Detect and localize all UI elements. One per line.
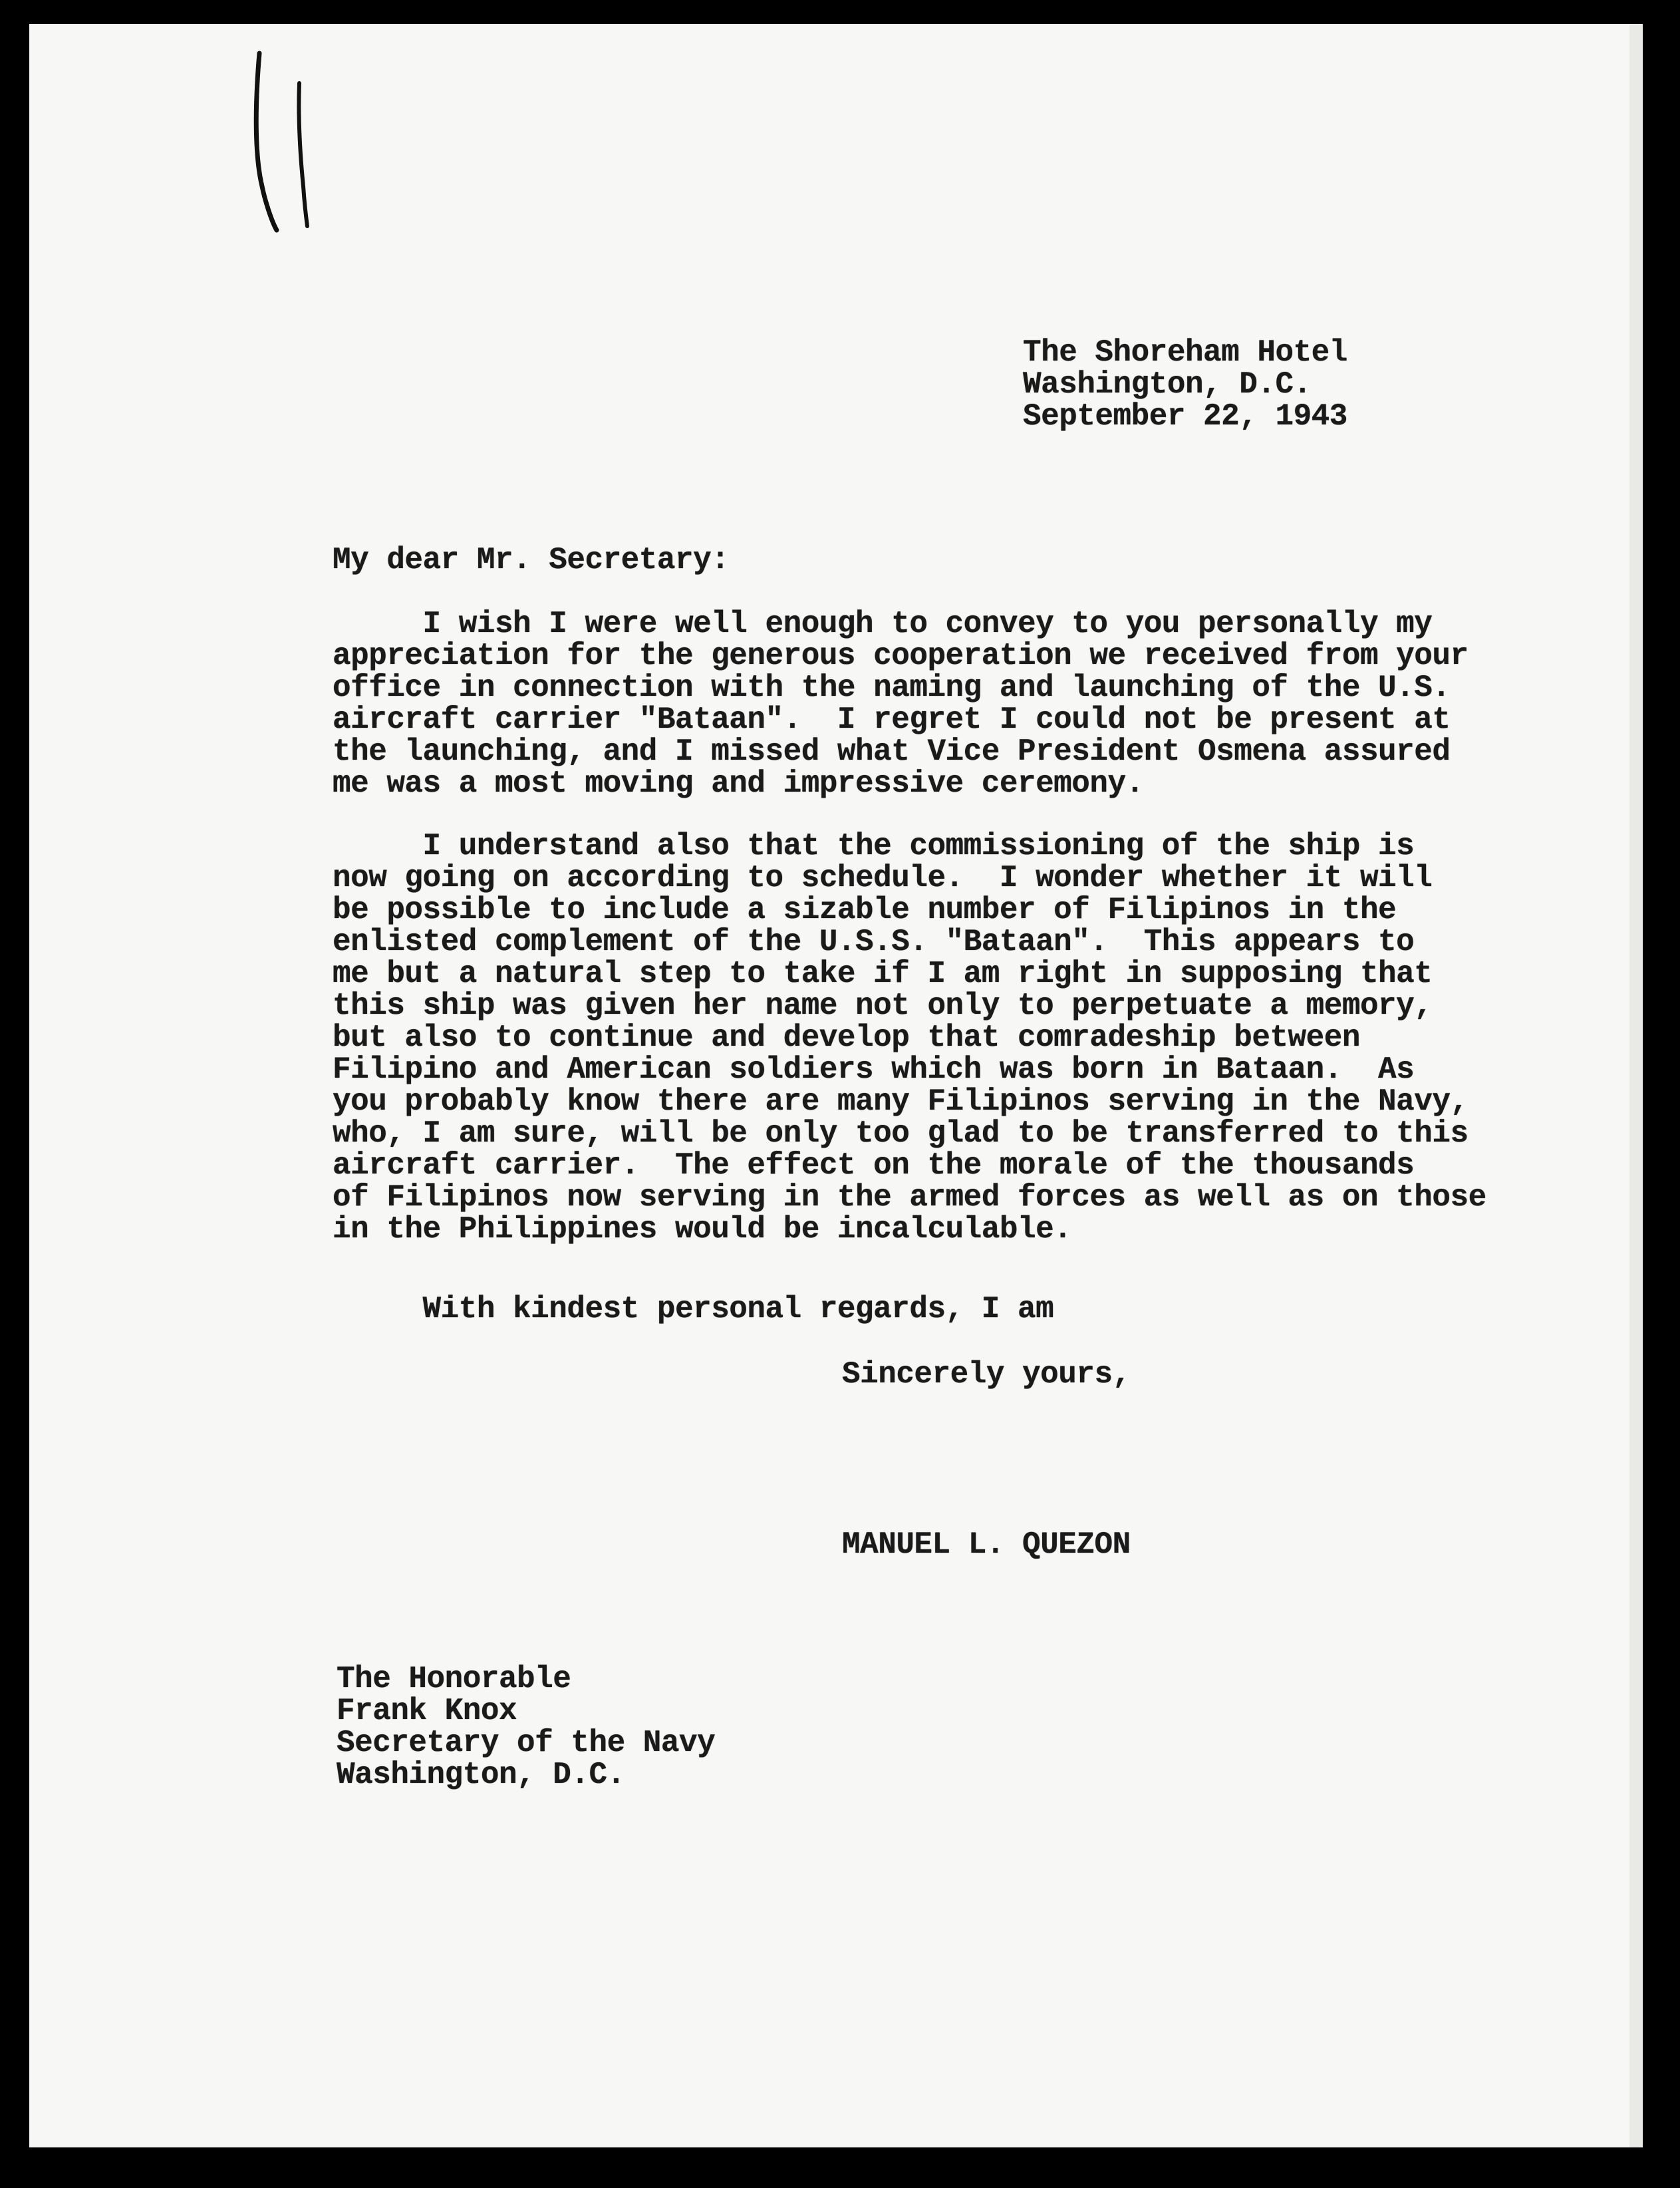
page-edge [1629, 24, 1643, 2147]
paragraph-line: Filipino and American soldiers which was born in Bataan. As [333, 1052, 1415, 1087]
paragraph-line: aircraft carrier. The effect on the morale of the thousands [333, 1148, 1415, 1183]
paragraph-line: enlisted complement of the U.S.S. "Bataan". This appears to [333, 925, 1415, 959]
letterhead-block [1023, 337, 1347, 432]
paragraph-line: I wish I were well enough to convey to you personally my [333, 607, 1433, 641]
recipient-city: Washington, D.C. [337, 1758, 625, 1792]
recipient-address [337, 1663, 715, 1791]
paragraph-line: me but a natural step to take if I am right in supposing that [333, 957, 1433, 991]
recipient-title: The Honorable [337, 1662, 571, 1696]
paragraph-line: you probably know there are many Filipinos serving in the Navy, [333, 1084, 1469, 1119]
paragraph-line: office in connection with the naming and launching of the U.S. [333, 671, 1451, 705]
paragraph-2 [333, 830, 1486, 1245]
paragraph-line: who, I am sure, will be only too glad to be transferred to this [333, 1116, 1469, 1151]
paragraph-line: aircraft carrier "Bataan". I regret I could not be present at [333, 703, 1451, 737]
signature-name: MANUEL L. QUEZON [842, 1527, 1131, 1562]
paragraph-line: now going on according to schedule. I wonder whether it will [333, 861, 1433, 895]
recipient-name: Frank Knox [337, 1694, 517, 1728]
paragraph-line: of Filipinos now serving in the armed forces as well as on those [333, 1180, 1486, 1215]
paragraph-line: in the Philippines would be incalculable. [333, 1212, 1072, 1247]
letterhead-city: Washington, D.C. [1023, 367, 1312, 402]
letter-date: September 22, 1943 [1023, 399, 1347, 434]
salutation: My dear Mr. Secretary: [333, 543, 730, 577]
paragraph-line: be possible to include a sizable number of Filipinos in the [333, 893, 1397, 927]
recipient-position: Secretary of the Navy [337, 1726, 716, 1760]
paragraph-line: appreciation for the generous cooperation we received from your [333, 639, 1469, 673]
paragraph-line: I understand also that the commissioning of the ship is [333, 829, 1415, 863]
handwritten-marks [246, 47, 319, 246]
paragraph-line: but also to continue and develop that comradeship between [333, 1020, 1360, 1055]
paragraph-line: the launching, and I missed what Vice President Osmena assured [333, 734, 1451, 769]
paragraph-line: this ship was given her name not only to perpetuate a memory, [333, 989, 1433, 1023]
regards-line: With kindest personal regards, I am [333, 1292, 1054, 1327]
paragraph-line: me was a most moving and impressive ceremony. [333, 766, 1144, 801]
complimentary-close: Sincerely yours, [842, 1357, 1131, 1392]
paragraph-1 [333, 608, 1469, 800]
letterhead-hotel: The Shoreham Hotel [1023, 335, 1347, 370]
